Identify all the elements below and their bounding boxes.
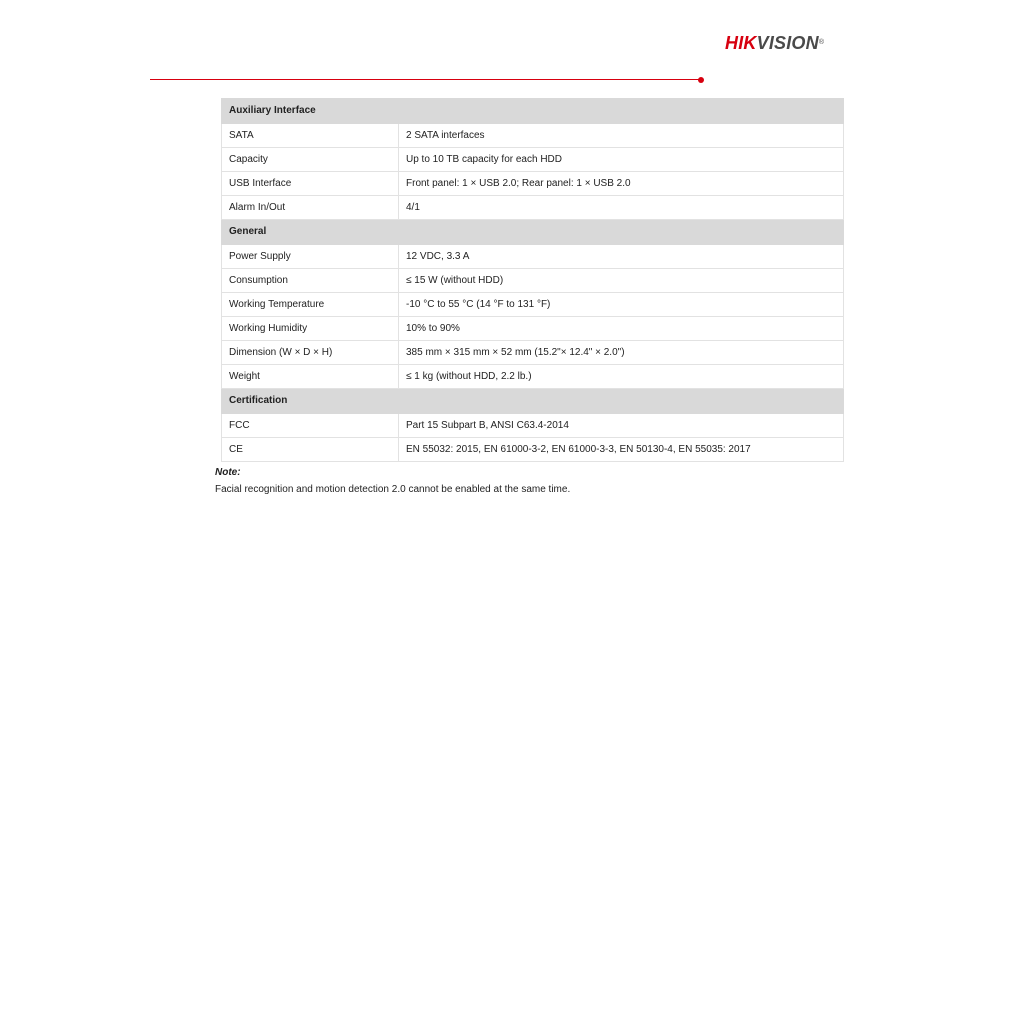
spec-label: CE [222, 438, 399, 462]
table-row [222, 245, 844, 269]
spec-table [221, 98, 844, 462]
spec-value: 4/1 [399, 196, 844, 220]
section-title: Auxiliary Interface [222, 99, 844, 124]
header-divider-dot [698, 77, 704, 83]
section-header-auxiliary-interface [222, 99, 844, 124]
table-row [222, 438, 844, 462]
spec-label: Working Temperature [222, 293, 399, 317]
header-divider-line [150, 79, 700, 80]
spec-label: Power Supply [222, 245, 399, 269]
table-row [222, 293, 844, 317]
table-row [222, 414, 844, 438]
spec-label: SATA [222, 124, 399, 148]
spec-value: Part 15 Subpart B, ANSI C63.4-2014 [399, 414, 844, 438]
table-row [222, 148, 844, 172]
logo-red-part: HIK [725, 33, 757, 53]
table-row [222, 365, 844, 389]
spec-value: EN 55032: 2015, EN 61000-3-2, EN 61000-3-3, EN 50130-4, EN 55035: 2017 [399, 438, 844, 462]
spec-label: FCC [222, 414, 399, 438]
table-row [222, 317, 844, 341]
note-heading: Note: [215, 467, 241, 478]
section-title: General [222, 220, 844, 245]
spec-value: Up to 10 TB capacity for each HDD [399, 148, 844, 172]
spec-value: 12 VDC, 3.3 A [399, 245, 844, 269]
spec-label: Alarm In/Out [222, 196, 399, 220]
spec-value: -10 °C to 55 °C (14 °F to 131 °F) [399, 293, 844, 317]
spec-value: 385 mm × 315 mm × 52 mm (15.2"× 12.4" × 2.0") [399, 341, 844, 365]
spec-label: Dimension (W × D × H) [222, 341, 399, 365]
spec-value: Front panel: 1 × USB 2.0; Rear panel: 1 × USB 2.0 [399, 172, 844, 196]
spec-value: 2 SATA interfaces [399, 124, 844, 148]
table-row [222, 172, 844, 196]
table-row [222, 269, 844, 293]
table-row [222, 124, 844, 148]
spec-label: Working Humidity [222, 317, 399, 341]
logo-gray-part: VISION [756, 33, 819, 53]
table-row [222, 196, 844, 220]
spec-value: ≤ 15 W (without HDD) [399, 269, 844, 293]
table-row [222, 341, 844, 365]
spec-label: Capacity [222, 148, 399, 172]
spec-label: USB Interface [222, 172, 399, 196]
section-header-certification [222, 389, 844, 414]
section-header-general [222, 220, 844, 245]
spec-value: 10% to 90% [399, 317, 844, 341]
spec-label: Consumption [222, 269, 399, 293]
note-text: Facial recognition and motion detection 2.0 cannot be enabled at the same time. [215, 484, 571, 495]
spec-value: ≤ 1 kg (without HDD, 2.2 lb.) [399, 365, 844, 389]
section-title: Certification [222, 389, 844, 414]
hikvision-logo [725, 33, 824, 53]
spec-label: Weight [222, 365, 399, 389]
logo-registered-mark: ® [818, 39, 825, 46]
